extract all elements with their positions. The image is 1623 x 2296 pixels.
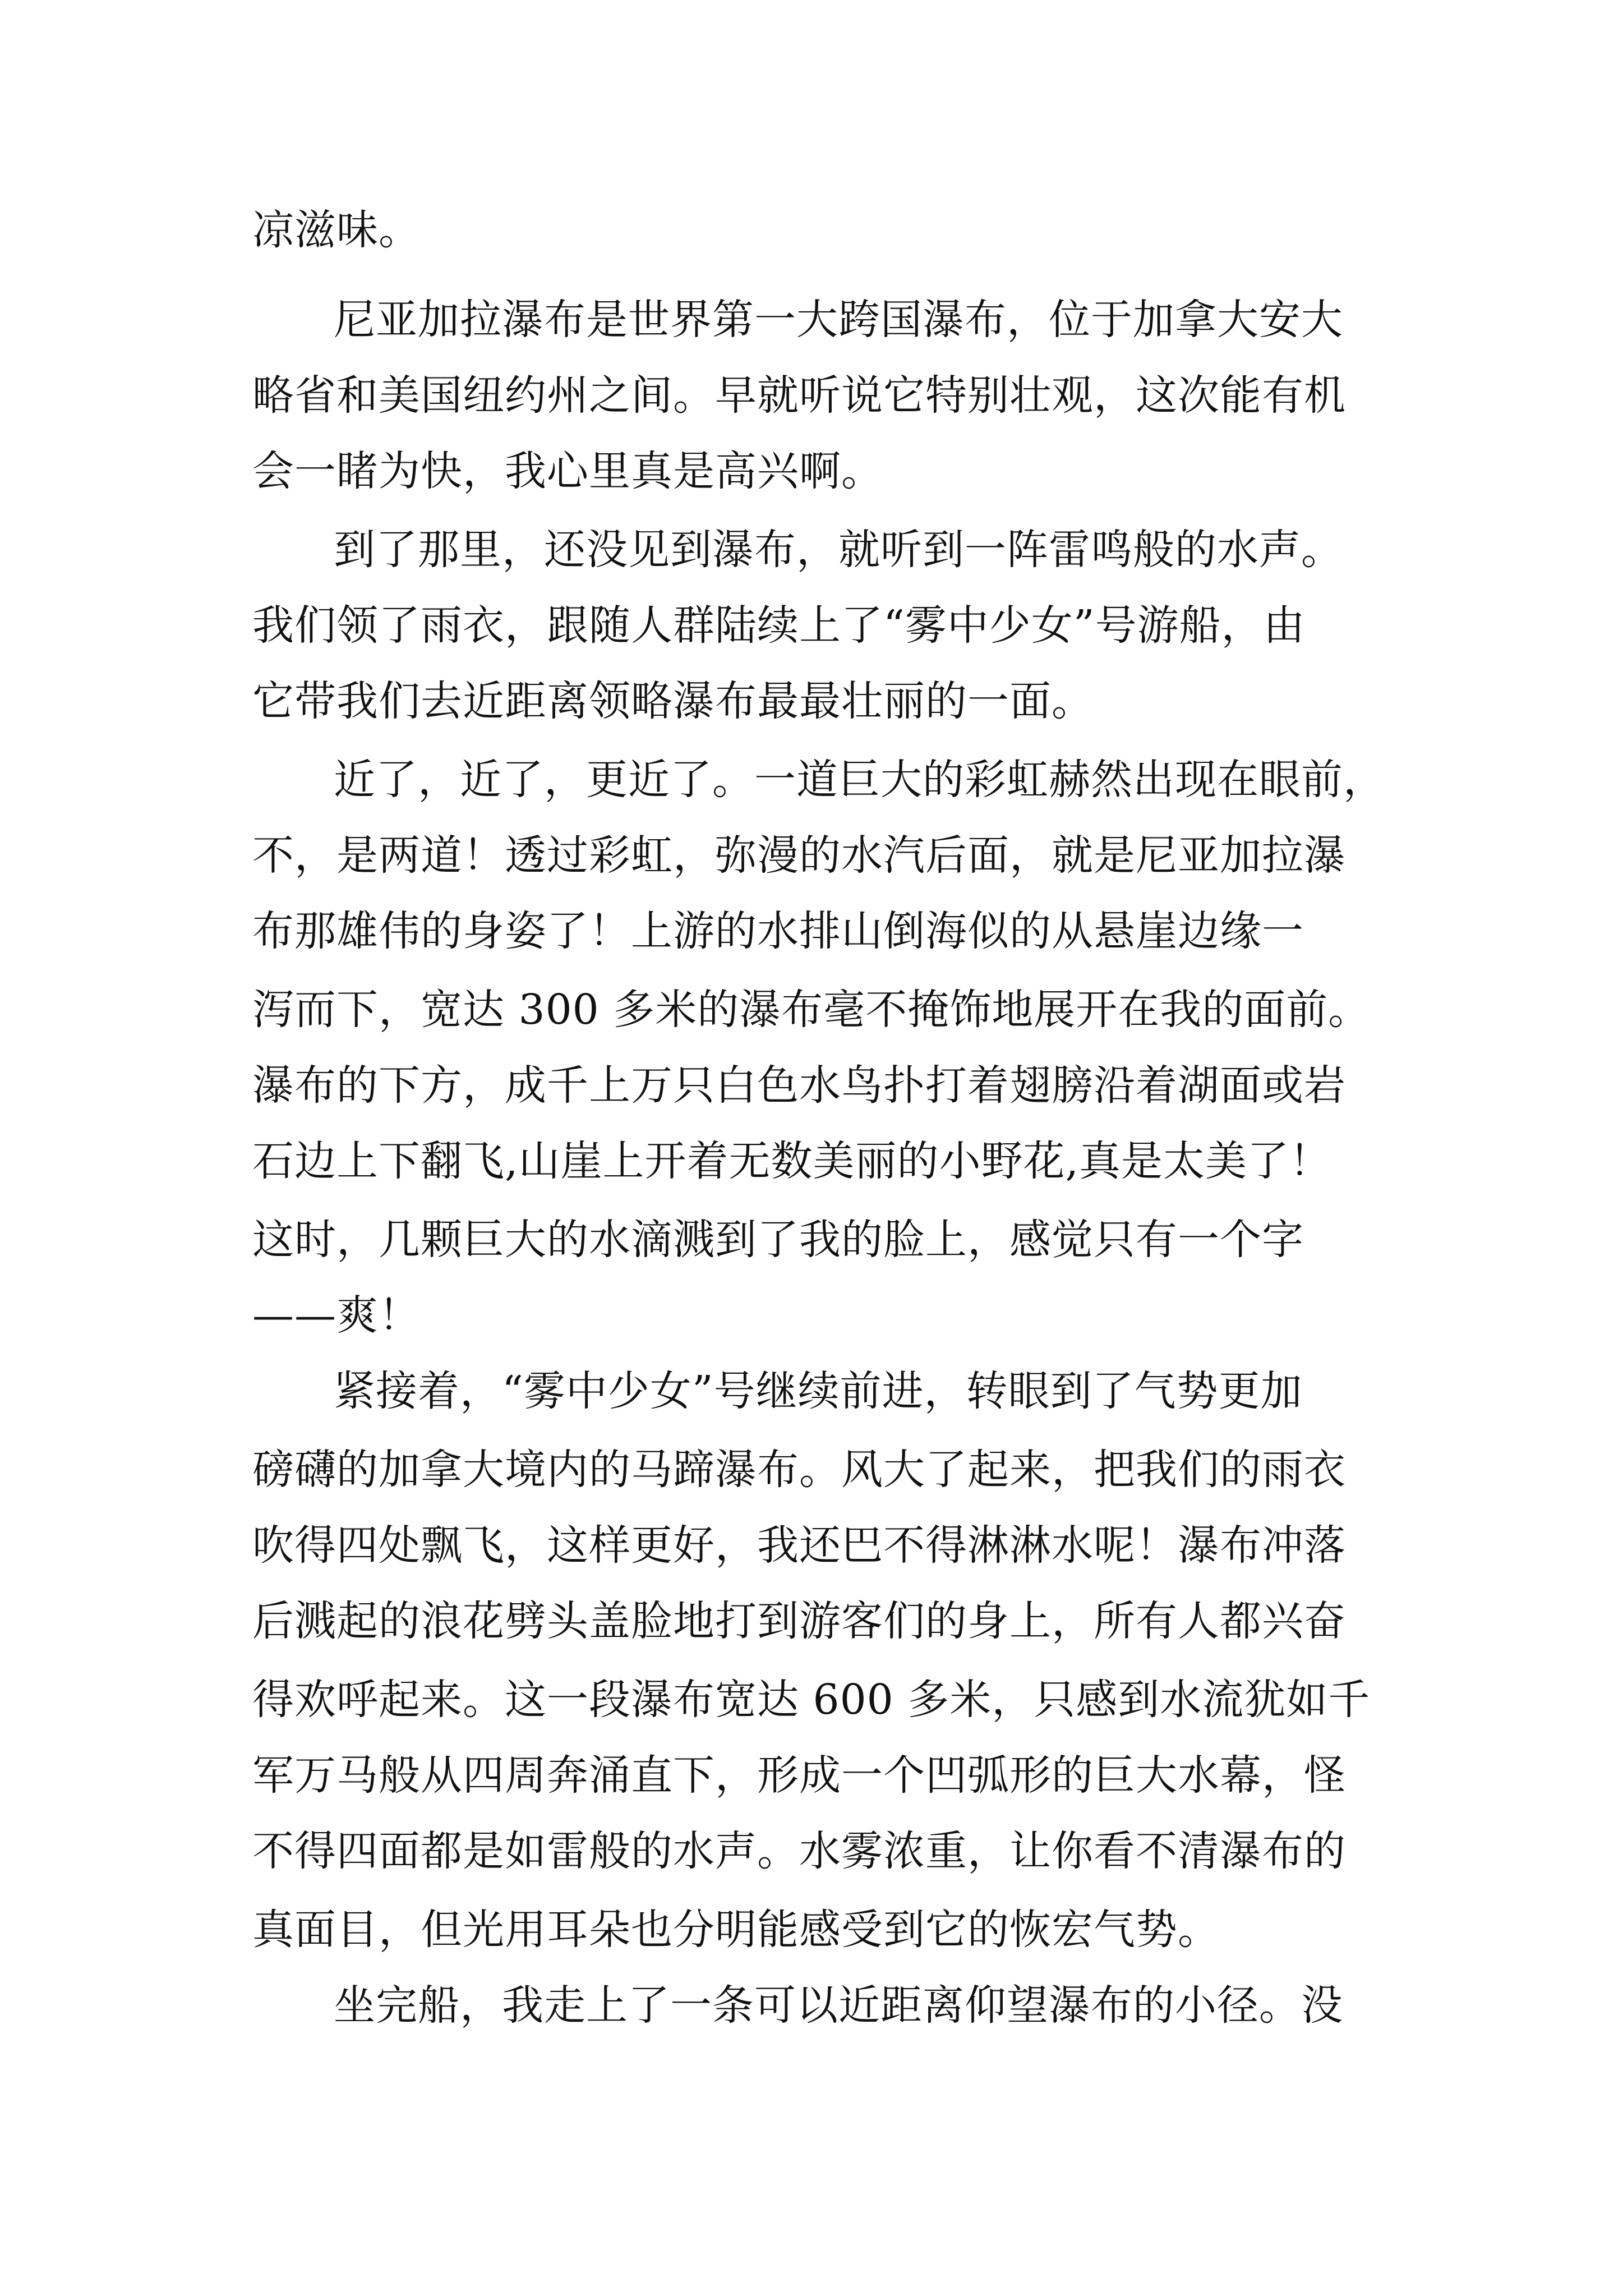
text-line: 不，是两道！透过彩虹，弥漫的水汽后面，就是尼亚加拉瀑 xyxy=(252,831,1346,880)
paragraph-first-line: 到了那里，还没见到瀑布，就听到一阵雷鸣般的水声。 xyxy=(334,526,1343,574)
text-line: 会一睹为快，我心里真是高兴啊。 xyxy=(252,447,883,495)
text-line: 布那雄伟的身姿了！上游的水排山倒海似的从悬崖边缘一 xyxy=(252,907,1304,955)
text-line: 我们领了雨衣，跟随人群陆续上了“雾中少女”号游船，由 xyxy=(252,601,1306,650)
text-line: 真面目，但光用耳朵也分明能感受到它的恢宏气势。 xyxy=(252,1906,1220,1954)
text-line: 这时，几颗巨大的水滴溅到了我的脸上，感觉只有一个字 xyxy=(252,1216,1304,1264)
text-line: 瀑布的下方，成千上万只白色水鸟扑打着翅膀沿着湖面或岩 xyxy=(252,1061,1346,1110)
paragraph-first-line: 近了，近了，更近了。一道巨大的彩虹赫然出现在眼前， xyxy=(334,756,1385,804)
text-line: 泻而下，宽达 300 多米的瀑布毫不掩饰地展开在我的面前。 xyxy=(252,986,1371,1034)
text-line: 后溅起的浪花劈头盖脸地打到游客们的身上，所有人都兴奋 xyxy=(252,1597,1346,1645)
text-line: 它带我们去近距离领略瀑布最最壮丽的一面。 xyxy=(252,677,1094,725)
text-line: 吹得四处飘飞，这样更好，我还巴不得淋淋水呢！瀑布冲落 xyxy=(252,1521,1346,1570)
paragraph-first-line: 紧接着，“雾中少女”号继续前进，转眼到了气势更加 xyxy=(334,1367,1303,1415)
text-line: 得欢呼起来。这一段瀑布宽达 600 多米，只感到水流犹如千 xyxy=(252,1676,1371,1724)
paragraph-first-line: 尼亚加拉瀑布是世界第一大跨国瀑布，位于加拿大安大 xyxy=(334,296,1343,344)
paragraph-first-line: 坐完船，我走上了一条可以近距离仰望瀑布的小径。没 xyxy=(334,1981,1343,2030)
text-line: 石边上下翻飞,山崖上开着无数美丽的小野花,真是太美了！ xyxy=(252,1137,1332,1185)
text-line: ——爽！ xyxy=(252,1291,421,1340)
text-line: 略省和美国纽约州之间。早就听说它特别壮观，这次能有机 xyxy=(252,371,1346,420)
text-line: 凉滋味。 xyxy=(252,206,421,254)
text-line: 军万马般从四周奔涌直下，形成一个凹弧形的巨大水幕，怪 xyxy=(252,1751,1346,1800)
text-line: 不得四面都是如雷般的水声。水雾浓重，让你看不清瀑布的 xyxy=(252,1827,1346,1875)
text-line: 磅礴的加拿大境内的马蹄瀑布。风大了起来，把我们的雨衣 xyxy=(252,1446,1346,1494)
